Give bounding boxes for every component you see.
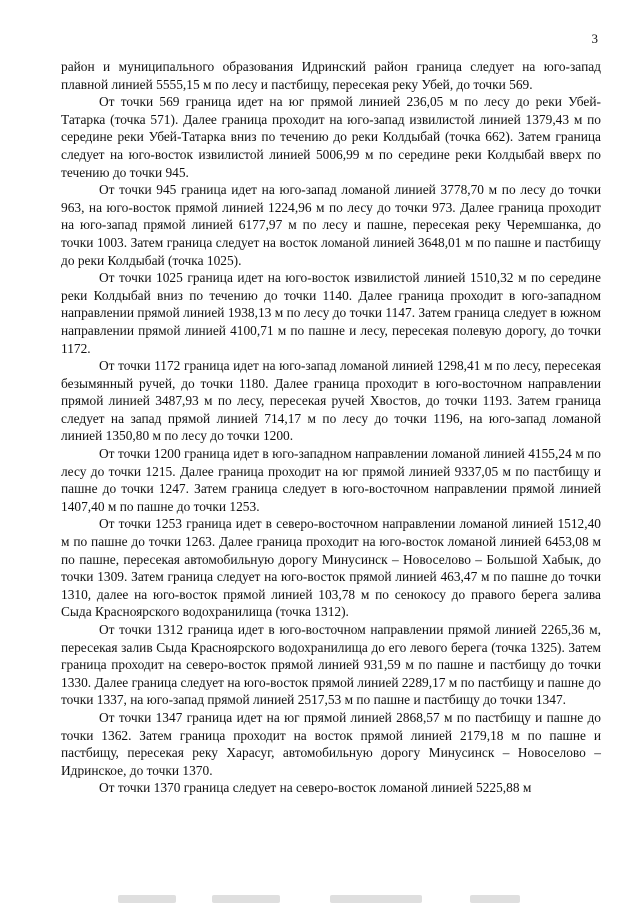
paragraph-point-1200: От точки 1200 граница идет в юго-западном направлении ломаной линией 4155,24 м по лесу до точки 1215. Далее граница проходит на юг прямой линией 9337,05 м по пастбищу и пашне до точки 1247. Затем граница следует в юго-восточном направлении прямой линией 1407,40 м по пашне до точки 1253. (61, 446, 601, 514)
paragraph-point-569: От точки 569 граница идет на юг прямой линией 236,05 м по лесу до реки Убей-Татарка (точка 571). Далее граница проходит на юго-запад извилистой линией 1379,43 м по середине реки Убей-Татарка вниз по течению до реки Колдыбай (точка 662). Затем граница следует на юго-восток извилистой линией 5006,99 м по середине реки Колдыбай вверх по течению до точки 945. (61, 94, 601, 180)
paragraph-continuation: район и муниципального образования Идринский район граница следует на юго-запад плавной линией 5555,15 м по лесу и пастбищу, пересекая реку Убей, до точки 569. (61, 59, 601, 92)
scan-bottom-edge (0, 885, 640, 905)
scan-artifact (212, 895, 280, 903)
scan-artifact (330, 895, 422, 903)
paragraph-point-1370: От точки 1370 граница следует на северо-восток ломаной линией 5225,88 м (99, 780, 532, 796)
paragraph-point-1312: От точки 1312 граница идет в юго-восточном направлении прямой линией 2265,36 м, пересекая залив Сыда Красноярского водохранилища до его левого берега (точка 1325). Затем граница проходит на северо-восток прямой линией 931,59 м по пашне и пастбищу до точки 1330. Далее граница следует на юго-восток прямой линией 2289,17 м по пастбищу и пашне до точки 1337, на юго-запад прямой линией 2517,53 м по пашне и пастбищу до точки 1347. (61, 622, 601, 708)
paragraph-point-945: От точки 945 граница идет на юго-запад ломаной линией 3778,70 м по лесу до точки 963, на юго-восток прямой линией 1224,96 м по лесу до точки 973. Далее граница проходит на юго-запад прямой линией 6177,97 м по лесу и пашне, пересекая реку Черемшанка, до точки 1003. Затем граница следует на восток ломаной линией 3648,01 м по пашне и пастбищу до реки Колдыбай (точка 1025). (61, 182, 601, 268)
paragraph-point-1025: От точки 1025 граница идет на юго-восток извилистой линией 1510,32 м по середине реки Колдыбай вниз по течению до точки 1140. Далее граница проходит в юго-западном направлении прямой линией 1938,13 м по лесу до точки 1147. Затем граница следует в южном направлении прямой линией 4100,71 м по пашне и лесу, пересекая полевую дорогу, до точки 1172. (61, 270, 601, 356)
scan-artifact (118, 895, 176, 903)
scan-artifact (470, 895, 520, 903)
paragraph-point-1172: От точки 1172 граница идет на юго-запад ломаной линией 1298,41 м по лесу, пересекая безымянный ручей, до точки 1180. Далее граница проходит в юго-восточном направлении прямой линией 3487,93 м по лесу, пересекая ручей Хвостов, до точки 1193. Затем граница следует на запад прямой линией 714,17 м по лесу до точки 1196, на юго-запад ломаной линией 1350,80 м по лесу до точки 1200. (61, 358, 601, 444)
paragraph-point-1253: От точки 1253 граница идет в северо-восточном направлении ломаной линией 1512,40 м по пашне до точки 1263. Далее граница проходит на юго-восток ломаной линией 6453,08 м по пашне, пересекая автомобильную дорогу Минусинск – Новоселово – Большой Хабык, до точки 1309. Затем граница следует на юго-восток прямой линией 463,47 м по пашне до точки 1310, далее на юго-восток прямой линией 103,78 м по сенокосу до правого берега залива Сыда Красноярского водохранилища (точка 1312). (61, 516, 601, 620)
paragraph-point-1347: От точки 1347 граница идет на юг прямой линией 2868,57 м по пастбищу и пашне до точки 1362. Затем граница проходит на восток прямой линией 2179,18 м по пашне и пастбищу, пересекая реку Харасуг, автомобильную дорогу Минусинск – Новоселово – Идринское, до точки 1370. (61, 709, 601, 778)
page-number: 3 (591, 31, 598, 46)
document-body (61, 58, 601, 797)
